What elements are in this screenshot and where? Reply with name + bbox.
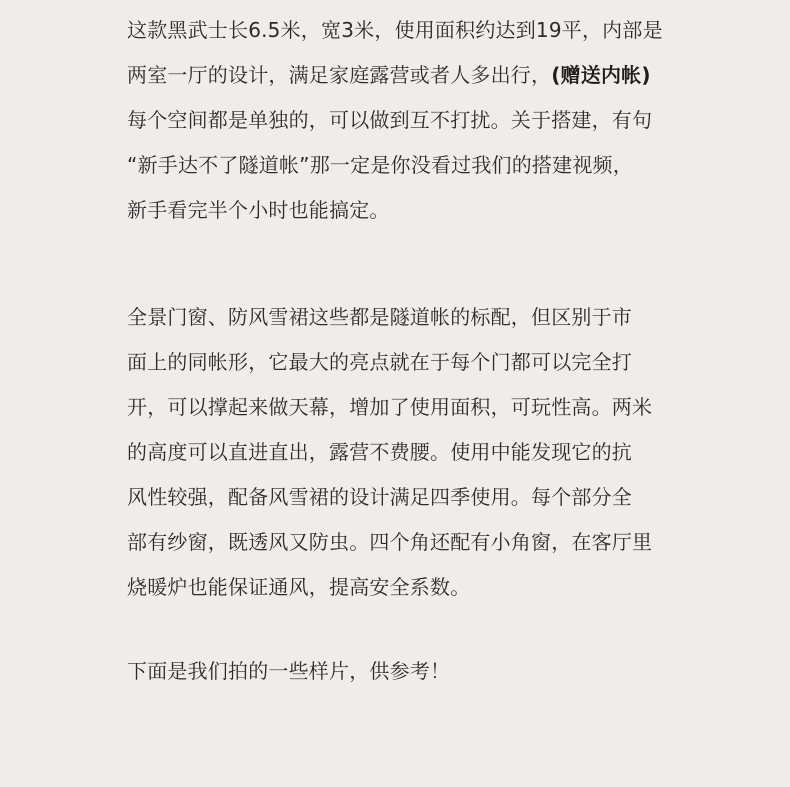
text-line: 每个空间都是单独的，可以做到互不打扰。关于搭建，有句	[127, 108, 653, 132]
text-line: 全景门窗、防风雪裙这些都是隧道帐的标配，但区别于市	[127, 305, 632, 329]
text-line: 风性较强，配备风雪裙的设计满足四季使用。每个部分全	[127, 485, 632, 509]
text-line: 烧暖炉也能保证通风，提高安全系数。	[127, 575, 471, 599]
text-line: 新手看完半个小时也能搞定。	[127, 198, 390, 222]
text-line: 面上的同帐形，它最大的亮点就在于每个门都可以完全打	[127, 350, 632, 374]
text-line-segment: 两室一厅的设计，满足家庭露营或者人多出行，	[127, 63, 552, 87]
text-line: 的高度可以直进直出，露营不费腰。使用中能发现它的抗	[127, 440, 632, 464]
bold-note: (赠送内帐)	[551, 63, 651, 87]
text-line: 下面是我们拍的一些样片，供参考！	[127, 659, 451, 683]
text-line: 部有纱窗，既透风又防虫。四个角还配有小角窗，在客厅里	[127, 530, 653, 554]
text-line: 开，可以撑起来做天幕，增加了使用面积，可玩性高。两米	[127, 395, 653, 419]
text-line: “新手达不了隧道帐”那一定是你没看过我们的搭建视频，	[127, 153, 633, 177]
paragraph-tent-features	[127, 295, 767, 610]
paragraph-tent-overview	[127, 8, 767, 233]
text-line-with-highlight	[127, 53, 767, 98]
text-line: 这款黑武士长6.5米，宽3米，使用面积约达到19平，内部是	[127, 18, 663, 42]
paragraph-sample-intro	[127, 649, 767, 694]
